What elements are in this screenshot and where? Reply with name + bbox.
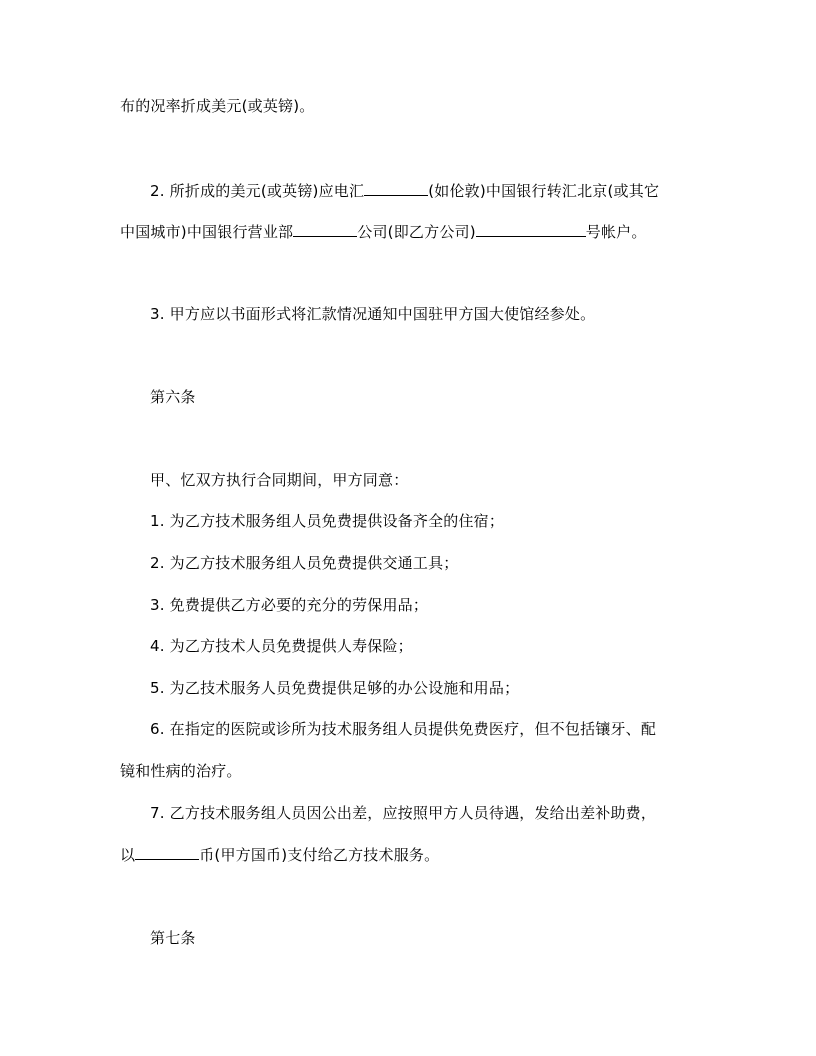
clause-5-3 xyxy=(150,304,595,324)
text-span: (如伦敦)中国银行转汇北京(或其它 xyxy=(428,182,660,200)
list-item xyxy=(150,719,656,739)
text-span: 以 xyxy=(120,846,136,864)
list-item xyxy=(150,803,656,823)
article-6-heading xyxy=(150,387,196,407)
text-span: 镜和性病的治疗。 xyxy=(120,762,242,780)
fill-in-blank xyxy=(293,222,357,237)
text-span: 6. 在指定的医院或诊所为技术服务组人员提供免费医疗，但不包括镶牙、配 xyxy=(150,720,657,738)
clause-5-2-line-1 xyxy=(150,181,659,201)
text-span: 甲、忆双方执行合同期间，甲方同意： xyxy=(150,471,409,489)
article-6-intro xyxy=(150,470,408,490)
text-span: 4. 为乙方技术人员免费提供人寿保险； xyxy=(150,637,413,655)
text-span: 7. 乙方技术服务组人员因公出差，应按照甲方人员待遇，发给出差补助费， xyxy=(150,804,657,822)
clause-5-2-line-2 xyxy=(120,222,647,242)
fill-in-blank xyxy=(135,845,199,860)
text-span: 号帐户。 xyxy=(585,223,647,241)
text-span: 2. 所折成的美元(或英镑)应电汇 xyxy=(150,182,365,200)
text-span: 3. 甲方应以书面形式将汇款情况通知中国驻甲方国大使馆经参处。 xyxy=(150,305,596,323)
list-item-continuation xyxy=(120,761,242,781)
text-span: 第六条 xyxy=(150,388,196,406)
text-span: 5. 为乙技术服务人员免费提供足够的办公设施和用品； xyxy=(150,679,520,697)
list-item xyxy=(150,553,458,573)
list-item xyxy=(150,595,428,615)
article-7-heading xyxy=(150,928,196,948)
text-span: 第七条 xyxy=(150,929,196,947)
fill-in-blank xyxy=(476,222,586,237)
fill-in-blank xyxy=(364,181,428,196)
text-span: 3. 免费提供乙方必要的充分的劳保用品； xyxy=(150,596,429,614)
list-item xyxy=(150,678,519,698)
list-item xyxy=(150,636,413,656)
text-span: 中国城市)中国银行营业部 xyxy=(120,223,294,241)
text-span: 布的况率折成美元(或英镑)。 xyxy=(120,97,315,115)
list-item xyxy=(150,511,504,531)
text-span: 币(甲方国币)支付给乙方技术服务。 xyxy=(199,846,440,864)
paragraph-line xyxy=(120,96,315,116)
list-item-continuation xyxy=(120,845,439,865)
text-span: 2. 为乙方技术服务组人员免费提供交通工具； xyxy=(150,554,459,572)
text-span: 1. 为乙方技术服务组人员免费提供设备齐全的住宿； xyxy=(150,512,505,530)
text-span: 公司(即乙方公司) xyxy=(357,223,476,241)
